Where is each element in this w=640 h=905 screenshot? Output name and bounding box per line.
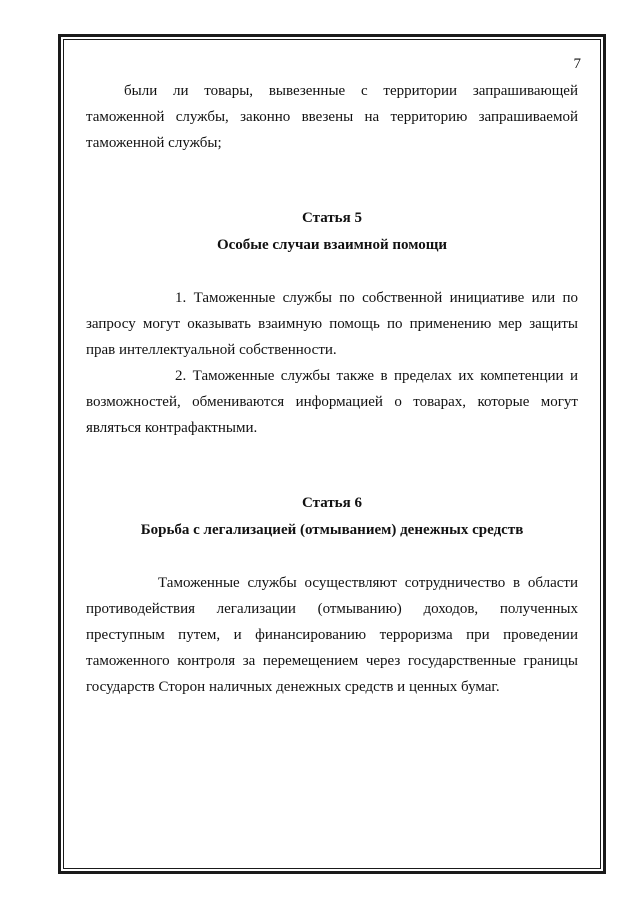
page-number: 7 bbox=[573, 56, 581, 72]
article-5-paragraph-1: 1. Таможенные службы по собственной инициативе или по запросу могут оказывать взаимную помощь по применению мер защиты прав интеллектуальной собственности. bbox=[86, 290, 578, 358]
article-5-body bbox=[86, 285, 578, 441]
article-6-body bbox=[86, 570, 578, 700]
article-6-paragraph-1: Таможенные службы осуществляют сотрудничество в области противодействия легализации (отмыванию) доходов, полученных преступным путем, и финансированию терроризма при проведении таможенного контроля за перемещением через государственные границы государств Сторон наличных денежных средств и ценных бумаг. bbox=[86, 575, 578, 695]
page-border-inner bbox=[63, 39, 601, 869]
article-5-number: Статья 5 bbox=[302, 210, 362, 226]
article-6-title: Борьба с легализацией (отмыванием) денежных средств bbox=[140, 522, 524, 538]
intro-paragraph: были ли товары, вывезенные с территории запрашивающей таможенной службы, законно ввезены на территорию запрашиваемой таможенной службы; bbox=[86, 83, 578, 151]
article-5-paragraph-2: 2. Таможенные службы также в пределах их компетенции и возможностей, обмениваются информацией о товарах, которые могут являться контрафактными. bbox=[86, 368, 578, 436]
article-6-number: Статья 6 bbox=[302, 495, 362, 511]
article-5-title: Особые случаи взаимной помощи bbox=[216, 237, 448, 253]
